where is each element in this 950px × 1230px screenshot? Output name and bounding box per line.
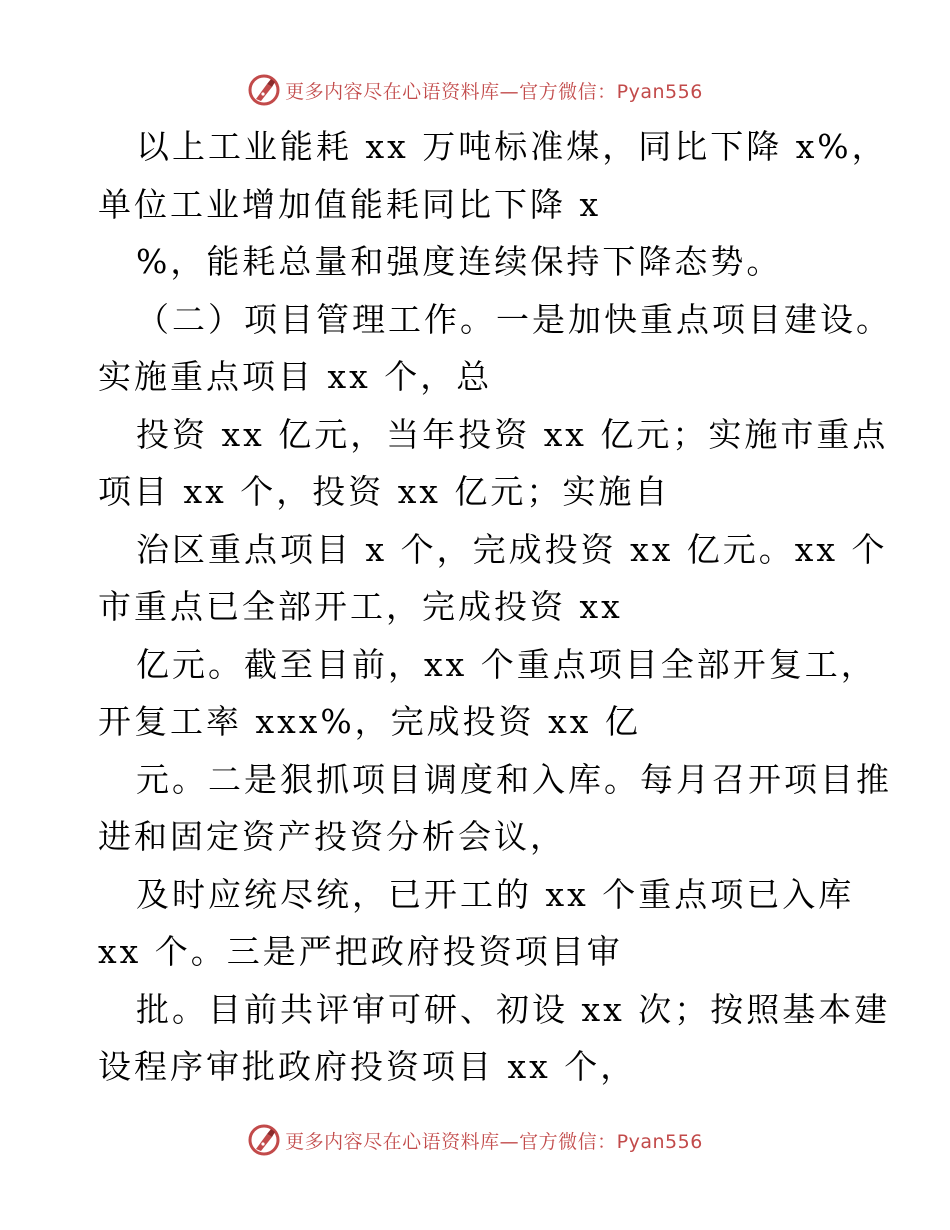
paragraph-line: 以上工业能耗 xx 万吨标准煤，同比下降 x%， bbox=[136, 127, 888, 166]
paragraph-line: 实施重点项目 xx 个，总 bbox=[98, 357, 493, 396]
paragraph-line: 单位工业增加值能耗同比下降 x bbox=[98, 184, 602, 224]
paragraph-line: 元。二是狠抓项目调度和入库。每月召开项目推 bbox=[136, 759, 892, 799]
paragraph-line: xx 个。三是严把政府投资项目审 bbox=[98, 932, 623, 971]
paragraph-line: %，能耗总量和强度连续保持下降态势。 bbox=[136, 242, 783, 281]
footer-watermark-banner bbox=[0, 1120, 950, 1160]
paragraph-line: 开复工率 xxx%，完成投资 xx 亿 bbox=[98, 702, 641, 741]
footer-watermark-text: 更多内容尽在心语资料库—官方微信：Pyan556 bbox=[285, 1130, 703, 1153]
paragraph-line: 治区重点项目 x 个，完成投资 xx 亿元。xx 个 bbox=[136, 529, 888, 569]
paragraph-line: 市重点已全部开工，完成投资 xx bbox=[98, 587, 623, 626]
paragraph-line: 设程序审批政府投资项目 xx 个， bbox=[98, 1047, 637, 1086]
paragraph-line: 投资 xx 亿元，当年投资 xx 亿元；实施市重点 bbox=[136, 414, 889, 454]
pen-nib-circle-icon bbox=[247, 73, 281, 107]
paragraph-line: 批。目前共评审可研、初设 xx 次；按照基本建 bbox=[136, 989, 891, 1029]
header-watermark-text: 更多内容尽在心语资料库—官方微信：Pyan556 bbox=[285, 80, 703, 103]
paragraph-line: 项目 xx 个，投资 xx 亿元；实施自 bbox=[98, 472, 671, 511]
paragraph-line: （二）项目管理工作。一是加快重点项目建设。 bbox=[136, 299, 892, 339]
paragraph-line: 亿元。截至目前，xx 个重点项目全部开复工， bbox=[136, 644, 877, 684]
pen-nib-circle-icon bbox=[247, 1123, 281, 1157]
paragraph-line: 及时应统尽统，已开工的 xx 个重点项已入库 bbox=[136, 874, 855, 914]
document-body bbox=[98, 118, 892, 1096]
header-watermark-banner bbox=[0, 70, 950, 110]
paragraph-line: 进和固定资产投资分析会议， bbox=[98, 817, 566, 856]
